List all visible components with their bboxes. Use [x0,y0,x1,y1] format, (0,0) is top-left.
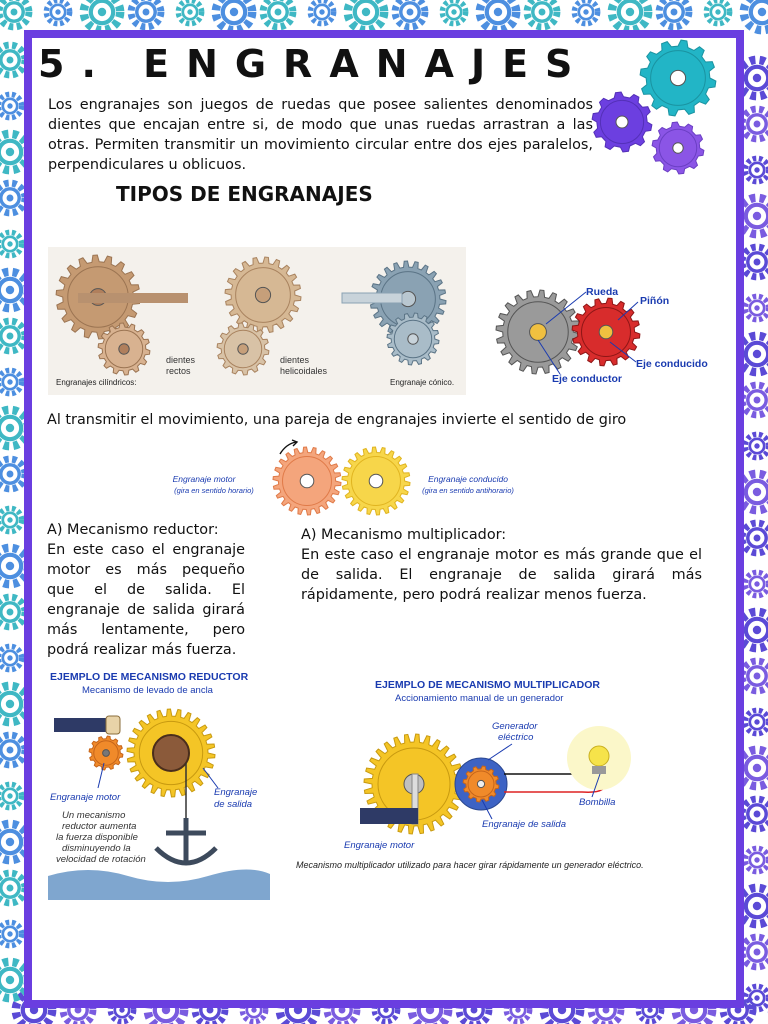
output-gear-small-icon [463,766,499,802]
wheel-pinion-figure [490,280,730,392]
background-gear-icon [0,597,25,627]
background-gear-icon [178,0,201,23]
reducer-example-figure [48,668,270,900]
motor-gear-label: Engranaje motor [172,474,236,484]
background-gear-icon [216,0,252,30]
background-gear-icon [348,0,384,30]
purple-gear-icon [652,122,704,174]
driven-gear-icon [342,447,410,515]
motor-gear-small-icon [89,736,123,770]
background-gear-icon [745,986,768,1009]
background-gear-icon [742,661,768,691]
background-gear-icon [442,0,465,23]
anchor-icon [156,818,216,863]
background-gear-icon [659,0,689,27]
background-gear-icon [480,0,516,30]
background-gear-icon [0,873,25,903]
background-gear-icon [742,937,768,967]
reducer-example-subtitle: Mecanismo de levado de ancla [82,685,213,696]
reducer-body: En este caso el engranaje motor es más pequeño que el de salida. El engranaje de salida girará más lentamente, pero podrá realizar más fuerza. [47,542,245,658]
background-gear-icon [84,0,120,30]
clockwise-arrow-icon [280,442,296,454]
multiplier-example-subtitle: Accionamiento manual de un generador [395,693,564,704]
background-gear-icon [745,296,768,319]
label-conical: Engranaje cónico. [390,378,455,387]
label-cylindrical: Engranajes cilíndricos: [56,378,137,387]
helical-gear-large-icon [225,257,301,333]
pinion-gear-icon [572,298,640,366]
background-gear-icon [0,45,25,75]
background-gear-icon [395,0,425,27]
background-gear-icon [706,0,729,23]
reducer-output-label-2: de salida [214,799,253,810]
crank-handle-icon [360,808,418,824]
multiplier-body: En este caso el engranaje motor es más grande que el de salida. El engranaje de salida girará más rápidamente, pero podrá realizar menos fuerza. [301,547,702,603]
generator-label-1: Generador [492,721,538,732]
label-straight-2: rectos [166,366,191,376]
direction-text: Al transmitir el movimiento, una pareja de engranajes invierte el sentido de giro [47,412,627,428]
background-gear-icon [745,158,768,181]
label-straight-1: dientes [166,355,196,365]
multiplier-motor-label: Engranaje motor [344,840,415,851]
multiplier-caption: Mecanismo multiplicador utilizado para hacer girar rápidamente un generador eléctrico. [296,860,644,870]
background-gear-icon [0,508,22,531]
helical-gear-small-icon [217,323,269,375]
background-gear-icon [0,784,22,807]
background-gear-icon [0,321,25,351]
driven-gear-sublabel: (gira en sentido antihorario) [422,486,514,495]
reducer-heading: A) Mecanismo reductor: [47,522,219,538]
gear-types-figure [48,247,466,395]
background-gear-icon [742,247,768,277]
reducer-example-title: EJEMPLO DE MECANISMO REDUCTOR [50,671,249,683]
background-gear-icon [745,434,768,457]
bulb-label: Bombilla [579,797,616,808]
wheel-gear-icon [496,290,580,374]
background-gear-icon [742,799,768,829]
label-driven-axle: Eje conducido [636,358,708,370]
types-heading: TIPOS DE ENGRANAJES [116,182,373,206]
crank-handle-icon [54,718,112,732]
background-gear-icon [745,710,768,733]
water-icon [48,869,270,900]
background-gear-icon [0,370,22,393]
background-gear-icon [745,848,768,871]
background-gear-icon [310,0,333,23]
background-gear-icon [263,0,293,27]
reducer-note-5: velocidad de rotación [56,854,146,865]
background-gear-icon [574,0,597,23]
background-gear-icon [0,0,29,27]
background-gear-icon [742,109,768,139]
background-gear-icon [0,646,22,669]
multiplier-example-title: EJEMPLO DE MECANISMO MULTIPLICADOR [375,679,600,691]
background-gear-icon [742,385,768,415]
background-gear-icon [612,0,648,30]
label-helical-2: helicoidales [280,366,328,376]
background-gear-icon [131,0,161,27]
intro-paragraph: Los engranajes son juegos de ruedas que posee salientes denominados dientes que encajan entre si, de modo que unas ruedas arrastran a las otras. Permiten transmitir un movimiento circular entre dos ejes paralelos, perpendiculares u oblicuos. [48,97,593,173]
rotation-direction-figure [168,440,538,516]
reducer-note-2: reductor aumenta [62,821,137,832]
reducer-note-3: la fuerza disponible [56,832,138,843]
corner-gears-icon [588,38,723,178]
drum-icon [153,735,189,771]
teal-gear-icon [640,40,716,116]
conical-shaft-icon [342,293,402,303]
label-wheel: Rueda [586,286,619,298]
shaft-icon [78,293,188,303]
label-driver-axle: Eje conductor [552,373,623,385]
driven-gear-label: Engranaje conducido [428,474,508,484]
background-gear-icon [744,0,768,30]
background-gear-icon [742,523,768,553]
multiplier-example-figure [292,674,712,874]
violet-gear-icon [592,92,652,152]
reducer-output-label-1: Engranaje [214,787,258,798]
page-title: 5. ENGRANAJES [38,42,590,86]
multiplier-output-label: Engranaje de salida [482,819,566,830]
background-gear-icon [527,0,557,27]
background-gear-icon [46,0,69,23]
motor-gear-sublabel: (gira en sentido horario) [174,486,254,495]
background-gear-icon [0,232,22,255]
generator-label-2: eléctrico [498,732,534,743]
reducer-motor-label: Engranaje motor [50,792,121,803]
multiplier-heading: A) Mecanismo multiplicador: [301,527,507,543]
bulb-icon [589,746,609,766]
background-gear-icon [0,459,25,489]
background-gear-icon [745,572,768,595]
label-helical-1: dientes [280,355,310,365]
reducer-note-4: disminuyendo la [62,843,131,854]
background-gear-icon [0,735,25,765]
label-pinion: Piñón [640,295,670,307]
background-gear-icon [0,183,25,213]
background-gear-icon [0,94,22,117]
background-gear-icon [0,922,22,945]
reducer-note-1: Un mecanismo [62,810,126,821]
motor-gear-icon [273,447,341,515]
